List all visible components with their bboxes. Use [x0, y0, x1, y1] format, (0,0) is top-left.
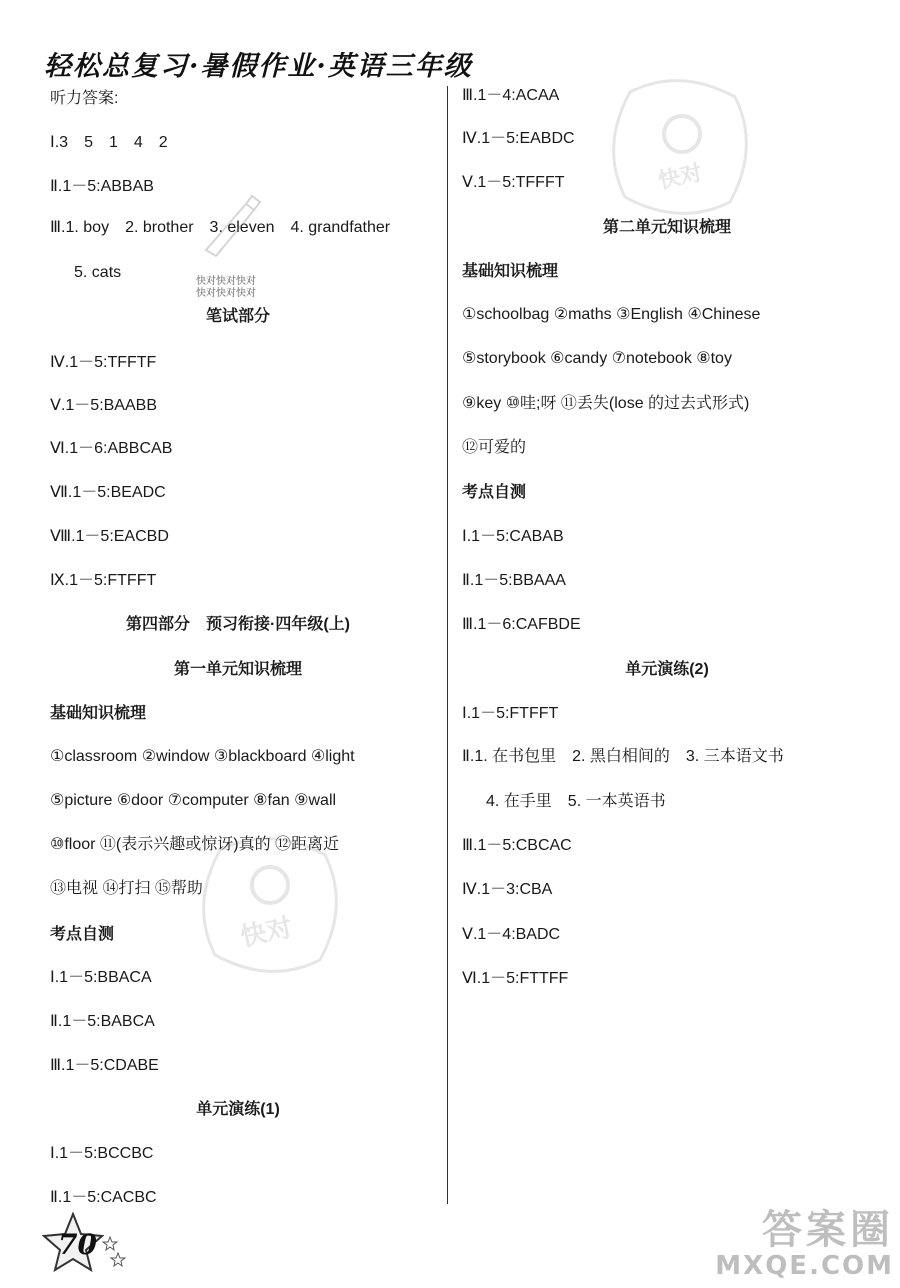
answer-line: Ⅰ.1－5:FTFFT: [462, 705, 559, 722]
answer-line: Ⅰ.1－5:BBACA: [50, 969, 152, 986]
answer-line: Ⅴ.1－5:BAABB: [50, 397, 157, 414]
watermark-small-text: 快对快对快对: [196, 276, 256, 287]
answer-line: Ⅲ.1－6:CAFBDE: [462, 616, 581, 633]
answer-line: Ⅴ.1－5:TFFFT: [462, 174, 565, 191]
vocab-line: ①schoolbag ②maths ③English ④Chinese: [462, 306, 761, 323]
answer-line: Ⅰ.3 5 1 4 2: [50, 134, 168, 151]
small-stars-icon: [102, 1236, 126, 1268]
brand-watermark-url: MXQE.COM: [715, 1251, 894, 1281]
unit-practice-heading: 单元演练(1): [196, 1101, 280, 1118]
stamp-watermark: [600, 72, 760, 222]
part-heading: 第四部分 预习衔接·四年级(上): [126, 616, 350, 633]
answer-line: Ⅲ.1. boy 2. brother 3. eleven 4. grandfather: [50, 219, 391, 236]
answer-line: Ⅵ.1－6:ABBCAB: [50, 440, 173, 457]
answer-line: Ⅷ.1－5:EACBD: [50, 528, 169, 545]
unit-practice-heading: 单元演练(2): [625, 661, 709, 678]
unit-heading: 第一单元知识梳理: [173, 661, 302, 678]
answer-line: Ⅱ.1－5:CACBC: [50, 1189, 157, 1206]
brand-watermark-cn: 答案圈: [762, 1207, 894, 1253]
stamp-text: 快对: [237, 911, 295, 953]
brand-watermark: [715, 1198, 894, 1281]
answer-line: Ⅳ.1－5:EABDC: [462, 130, 575, 147]
answer-line: Ⅱ.1－5:BABCA: [50, 1013, 155, 1030]
answer-line: 5. cats: [74, 264, 122, 281]
answer-line: Ⅳ.1－5:TFFTF: [50, 354, 157, 371]
answer-line: Ⅵ.1－5:FTTFF: [462, 970, 569, 987]
answer-line: Ⅶ.1－5:BEADC: [50, 484, 166, 501]
watermark-small-text: 快对快对快对: [196, 288, 256, 299]
subsection-heading: 基础知识梳理: [50, 705, 147, 722]
answer-line: Ⅲ.1－5:CBCAC: [462, 837, 572, 854]
page-number: 70: [58, 1228, 97, 1261]
answer-line: Ⅱ.1. 在书包里 2. 黑白相间的 3. 三本语文书: [462, 748, 784, 765]
subsection-heading: 考点自测: [462, 484, 527, 501]
column-divider: [447, 86, 448, 1204]
vocab-line: ⑩floor ⑪(表示兴趣或惊讶)真的 ⑫距离近: [50, 836, 340, 853]
vocab-line: ⑤storybook ⑥candy ⑦notebook ⑧toy: [462, 350, 732, 367]
subsection-heading: 考点自测: [50, 926, 115, 943]
answer-line: Ⅳ.1－3:CBA: [462, 881, 553, 898]
vocab-line: ①classroom ②window ③blackboard ④light: [50, 748, 355, 765]
vocab-line: ⑬电视 ⑭打扫 ⑮帮助: [50, 880, 203, 897]
vocab-line: ⑫可爱的: [462, 439, 527, 456]
answer-line: Ⅱ.1－5:ABBAB: [50, 178, 154, 195]
answer-line: Ⅴ.1－4:BADC: [462, 926, 561, 943]
listening-answers-heading: 听力答案:: [50, 90, 119, 107]
stamp-watermark: [190, 830, 350, 980]
pen-watermark-icon: [196, 190, 266, 260]
answer-line: 4. 在手里 5. 一本英语书: [486, 793, 666, 810]
stamp-outline-icon: [190, 830, 350, 980]
section-heading: 笔试部分: [205, 308, 270, 325]
vocab-line: ⑤picture ⑥door ⑦computer ⑧fan ⑨wall: [50, 792, 337, 809]
page-header-title: 轻松总复习·暑假作业·英语三年级: [44, 51, 473, 82]
answer-line: Ⅰ.1－5:CABAB: [462, 528, 564, 545]
unit-heading: 第二单元知识梳理: [602, 219, 731, 236]
stamp-text: 快对: [656, 159, 705, 194]
stamp-outline-icon: [600, 72, 760, 222]
subsection-heading: 基础知识梳理: [462, 263, 559, 280]
answer-line: Ⅲ.1－4:ACAA: [462, 87, 560, 104]
answer-line: Ⅰ.1－5:BCCBC: [50, 1145, 154, 1162]
answer-line: Ⅸ.1－5:FTFFT: [50, 572, 157, 589]
answer-line: Ⅱ.1－5:BBAAA: [462, 572, 566, 589]
vocab-line: ⑨key ⑩哇;呀 ⑪丢失(lose 的过去式形式): [462, 395, 750, 412]
answer-line: Ⅲ.1－5:CDABE: [50, 1057, 159, 1074]
